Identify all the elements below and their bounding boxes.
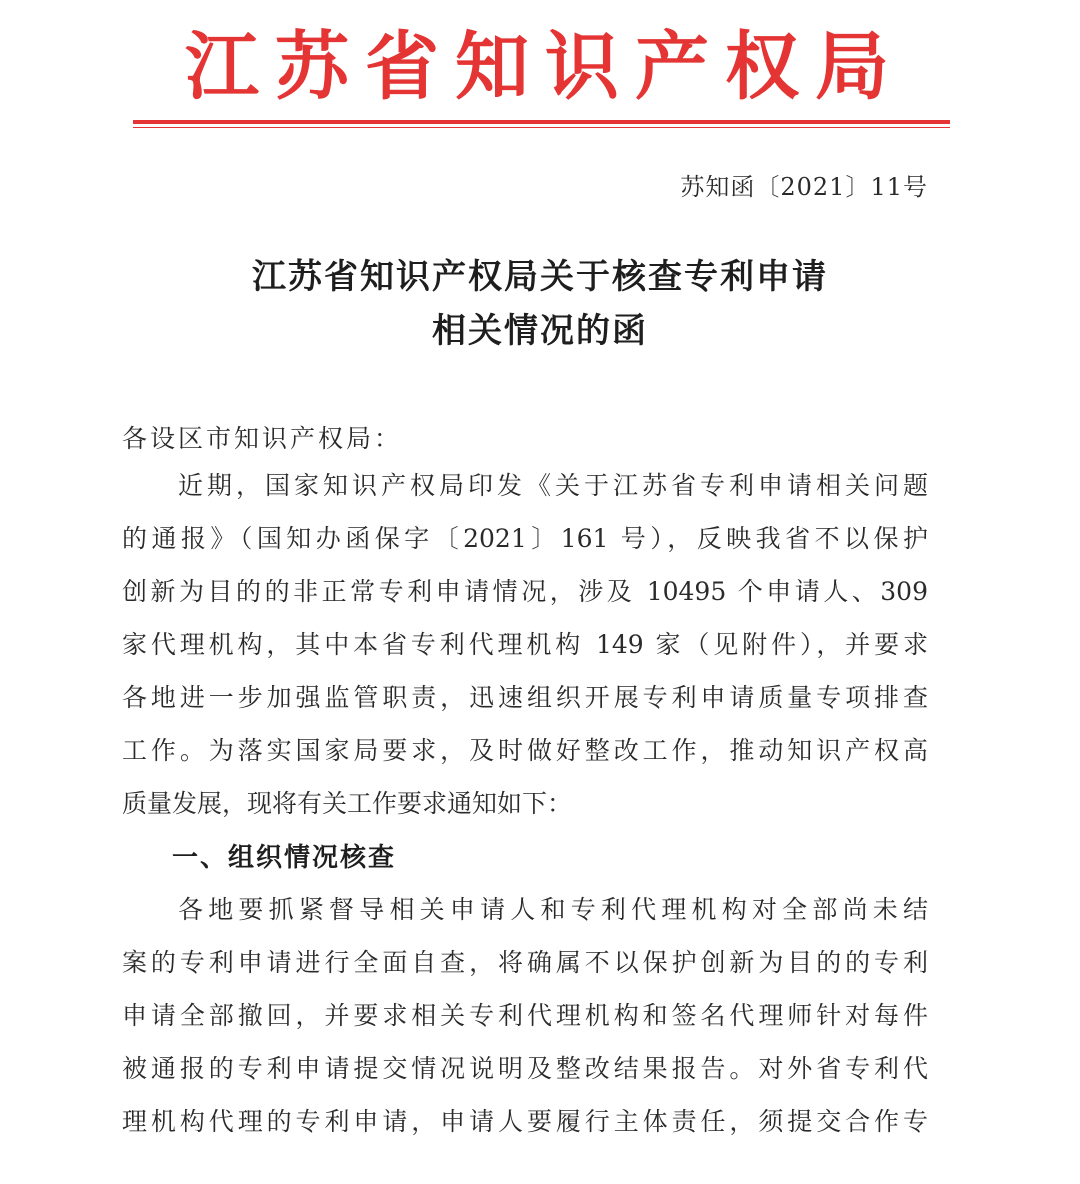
paragraph2-line-3: 申请全部撤回，并要求相关专利代理机构和签名代理师针对每件 xyxy=(122,1001,928,1030)
title-line-2: 相关情况的函 xyxy=(432,311,648,351)
salutation: 各设区市知识产权局： xyxy=(122,424,403,453)
paragraph2-line-5: 理机构代理的专利申请，申请人要履行主体责任，须提交合作专 xyxy=(122,1107,928,1136)
paragraph1-line-7: 质量发展，现将有关工作要求通知如下： xyxy=(122,789,573,818)
paragraph1-line-3: 创新为目的的非正常专利申请情况，涉及 10495 个申请人、309 xyxy=(122,577,928,606)
masthead-title: 江苏省知识产权局 xyxy=(185,24,905,110)
masthead-rule-thin xyxy=(133,127,950,128)
paragraph1-line-4: 家代理机构，其中本省专利代理机构 149 家（见附件），并要求 xyxy=(122,630,928,659)
paragraph2-line-2: 案的专利申请进行全面自查，将确属不以保护创新为目的的专利 xyxy=(122,948,928,977)
paragraph1-line-6: 工作。为落实国家局要求，及时做好整改工作，推动知识产权高 xyxy=(122,736,928,765)
paragraph1-line-1: 近期，国家知识产权局印发《关于江苏省专利申请相关问题 xyxy=(178,471,928,500)
masthead-rule-thick xyxy=(133,120,950,124)
document-number: 苏知函〔2021〕11号 xyxy=(680,173,928,201)
paragraph1-line-5: 各地进一步加强监管职责，迅速组织开展专利申请质量专项排查 xyxy=(122,683,928,712)
paragraph2-line-4: 被通报的专利申请提交情况说明及整改结果报告。对外省专利代 xyxy=(122,1054,928,1083)
paragraph1-line-2: 的通报》（国知办函保字〔2021〕161 号），反映我省不以保护 xyxy=(122,524,928,553)
section1-heading: 一、组织情况核查 xyxy=(172,843,397,873)
paragraph2-line-1: 各地要抓紧督导相关申请人和专利代理机构对全部尚未结 xyxy=(178,895,928,924)
document-title xyxy=(120,250,960,358)
title-line-1: 江苏省知识产权局关于核查专利申请 xyxy=(252,257,828,297)
